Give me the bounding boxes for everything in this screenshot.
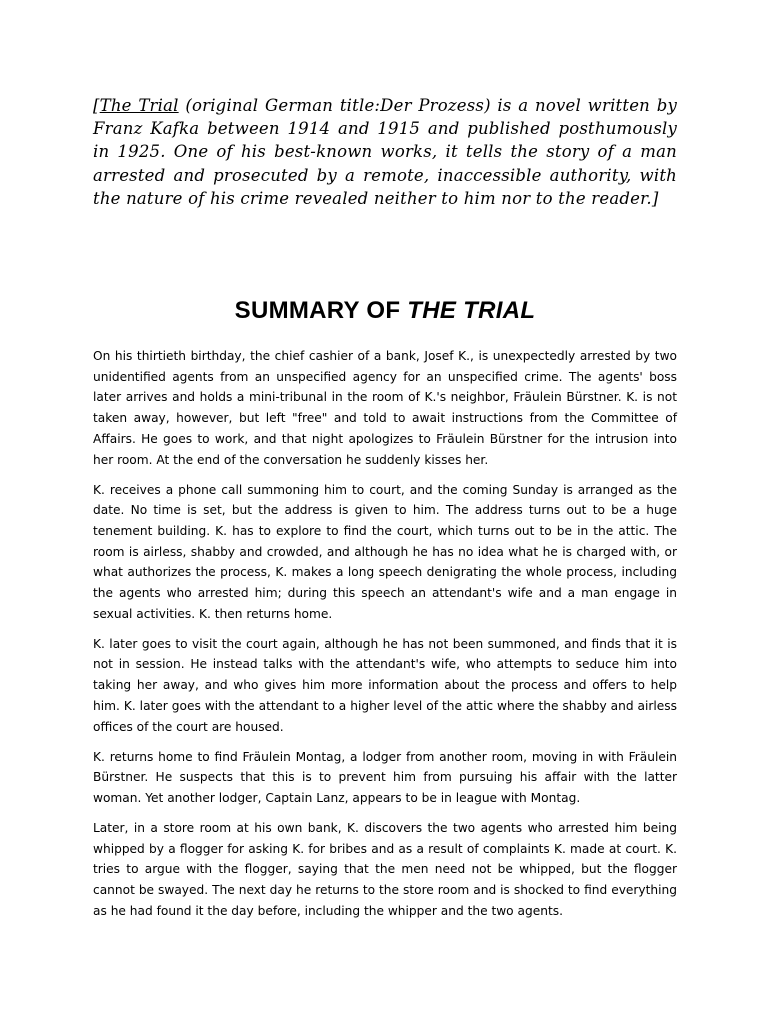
summary-heading	[93, 295, 677, 327]
heading-title: THE TRIAL	[407, 297, 536, 324]
summary-body	[93, 346, 677, 931]
intro-paragraph	[93, 94, 677, 210]
summary-paragraph-4: K. returns home to find Fräulein Montag, a lodger from another room, moving in with Fräulein Bürstner. He suspects that this is to prevent him from pursuing his affair with the latter woman. Yet another lodger, Captain Lanz, appears to be in league with Montag.	[93, 749, 677, 805]
heading-prefix: SUMMARY OF	[234, 297, 408, 324]
summary-paragraph-3: K. later goes to visit the court again, although he has not been summoned, and finds that it is not in session. He instead talks with the attendant's wife, who attempts to seduce him into taking her away, and who gives him more information about the process and offers to help him. K. later goes with the attendant to a higher level of the attic where the shabby and airless offices of the court are housed.	[93, 636, 677, 734]
intro-pre-original: (original German title:	[178, 96, 381, 115]
intro-close-bracket: ]	[651, 188, 659, 208]
summary-paragraph-2: K. receives a phone call summoning him to court, and the coming Sunday is arranged as the date. No time is set, but the address is given to him. The address turns out to be a huge tenement building. K. has to explore to find the court, which turns out to be in the attic. The room is airless, shabby and crowded, and although he has no idea what he is charged with, or what authorizes the process, K. makes a long speech denigrating the whole process, including the agents who arrested him; during this speech an attendant's wife and a man engage in sexual activities. K. then returns home.	[93, 482, 677, 621]
intro-original-title: Der Prozess	[380, 96, 485, 115]
summary-paragraph-1: On his thirtieth birthday, the chief cashier of a bank, Josef K., is unexpectedly arrested by two unidentified agents from an unspecified agency for an unspecified crime. The agents' boss later arrives and holds a mini-tribunal in the room of K.'s neighbor, Fräulein Bürstner. K. is not taken away, however, but left "free" and told to await instructions from the Committee of Affairs. He goes to work, and that night apologizes to Fräulein Bürstner for the intrusion into her room. At the end of the conversation he suddenly kisses her.	[93, 349, 677, 467]
intro-text: ) is a novel written by Franz Kafka between 1914 and 1915 and published posthumously in 1925. One of his best-known works, it tells the story of a man arrested and prosecuted by a remote, inaccessible authority, with the nature of his crime revealed neither to him nor to the reader.	[93, 96, 677, 208]
intro-open-bracket: [	[93, 96, 100, 115]
intro-book-title: The Trial	[99, 96, 179, 115]
summary-paragraph-5: Later, in a store room at his own bank, K. discovers the two agents who arrested him being whipped by a flogger for asking K. for bribes and as a result of complaints K. made at court. K. tries to argue with the flogger, saying that the men need not be whipped, but the flogger cannot be swayed. The next day he returns to the store room and is shocked to find everything as he had found it the day before, including the whipper and the two agents.	[93, 820, 677, 918]
